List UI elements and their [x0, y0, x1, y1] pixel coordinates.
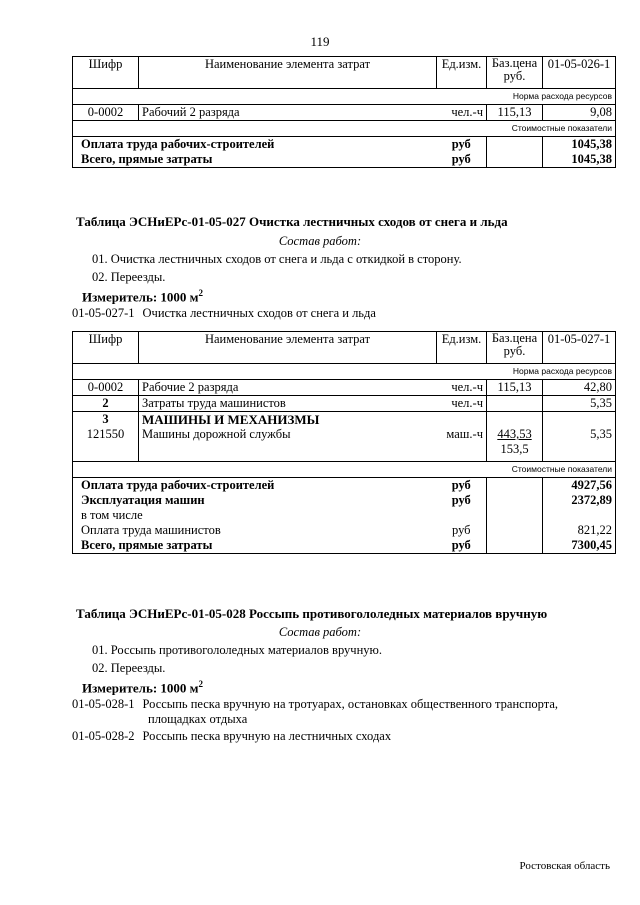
- norm-item-continuation: площадках отдыха: [148, 712, 248, 726]
- col-unit-header: Ед.изм.: [437, 57, 487, 89]
- total-name: Эксплуатация машин: [73, 493, 437, 508]
- col-code-header: Шифр: [73, 332, 139, 364]
- total-value: 2372,89: [543, 493, 616, 508]
- row-value: 42,80: [543, 380, 616, 396]
- row-code: 0-0002: [73, 105, 139, 121]
- total-name: Оплата труда рабочих-строителей: [73, 477, 437, 493]
- norm-item: 01-05-027-1 Очистка лестничных сходов от снега и льда: [72, 306, 376, 320]
- total-value: 1045,38: [543, 152, 616, 168]
- row-code: 2: [73, 396, 139, 412]
- norm-item: 01-05-028-2 Россыпь песка вручную на лестничных сходах: [72, 729, 392, 743]
- row-unit: маш.-ч: [437, 427, 487, 461]
- work-heading: Состав работ:: [278, 234, 362, 248]
- total-unit: руб: [437, 137, 487, 153]
- row-name: Рабочий 2 разряда: [139, 105, 437, 121]
- section-title: Таблица ЭСНиЕРс-01-05-027 Очистка лестничных сходов от снега и льда: [76, 214, 508, 229]
- row-name: МАШИНЫ И МЕХАНИЗМЫ: [139, 412, 437, 428]
- row-price: 443,53 153,5: [487, 427, 543, 461]
- cost-label: Стоимостные показатели: [73, 461, 616, 477]
- total-name: Оплата труда рабочих-строителей: [73, 137, 437, 153]
- col-unit-header: Ед.изм.: [437, 332, 487, 364]
- work-item: 01. Россыпь противогололедных материалов вручную.: [92, 643, 382, 657]
- total-name: Оплата труда машинистов: [73, 523, 437, 538]
- total-name: Всего, прямые затраты: [73, 152, 437, 168]
- row-name: Рабочие 2 разряда: [139, 380, 437, 396]
- total-name: в том числе: [73, 508, 437, 523]
- work-item: 02. Переезды.: [92, 270, 166, 284]
- col-name-header: Наименование элемента затрат: [139, 332, 437, 364]
- row-name: Затраты труда машинистов: [139, 396, 437, 412]
- col-name-header: Наименование элемента затрат: [139, 57, 437, 89]
- total-unit: руб: [437, 538, 487, 554]
- page-number: 119: [310, 34, 330, 49]
- work-item: 02. Переезды.: [92, 661, 166, 675]
- total-unit: руб: [451, 522, 471, 537]
- total-value: 1045,38: [543, 137, 616, 153]
- row-value: 5,35: [543, 427, 616, 461]
- estimate-table-2: [72, 331, 616, 554]
- total-value: 4927,56: [543, 477, 616, 493]
- total-value: 821,22: [543, 523, 616, 538]
- col-code-header: Шифр: [73, 57, 139, 89]
- measure-unit: Измеритель: 1000 $м^2$: [82, 288, 204, 305]
- footer-region: Ростовская область: [519, 860, 610, 872]
- col-norm-code-header: 01-05-026-1: [543, 57, 616, 89]
- work-heading: Состав работ:: [278, 625, 362, 639]
- total-unit: руб: [437, 477, 487, 493]
- row-code: 0-0002: [73, 380, 139, 396]
- row-unit: чел.-ч: [437, 105, 487, 121]
- work-item: 01. Очистка лестничных сходов от снега и льда с откидкой в сторону.: [92, 252, 462, 266]
- row-unit: чел.-ч: [437, 380, 487, 396]
- row-value: 5,35: [543, 396, 616, 412]
- row-price: 115,13: [487, 380, 543, 396]
- total-unit: руб: [451, 492, 471, 507]
- section-title: Таблица ЭСНиЕРс-01-05-028 Россыпь противогололедных материалов вручную: [76, 606, 548, 621]
- row-price: [487, 396, 543, 412]
- col-norm-code-header: 01-05-027-1: [543, 332, 616, 364]
- row-code: 121550: [73, 427, 139, 461]
- row-name: Машины дорожной службы: [139, 427, 437, 461]
- cost-label: Стоимостные показатели: [73, 121, 616, 137]
- total-name: Всего, прямые затраты: [73, 538, 437, 554]
- total-unit: руб: [437, 152, 487, 168]
- col-price-header: Баз.цена руб.: [487, 332, 543, 364]
- estimate-table-1: [72, 56, 616, 168]
- row-code: 3: [73, 412, 139, 428]
- total-value: 7300,45: [543, 538, 616, 554]
- measure-unit: Измеритель: 1000 $м^2$: [82, 679, 204, 696]
- row-value: 9,08: [543, 105, 616, 121]
- col-price-header: Баз.цена руб.: [487, 57, 543, 89]
- row-price: 115,13: [487, 105, 543, 121]
- norm-label: Норма расхода ресурсов: [73, 364, 616, 380]
- norm-label: Норма расхода ресурсов: [73, 89, 616, 105]
- norm-item: 01-05-028-1 Россыпь песка вручную на тротуарах, остановках общественного транспорта,: [72, 697, 559, 711]
- row-unit: чел.-ч: [437, 396, 487, 412]
